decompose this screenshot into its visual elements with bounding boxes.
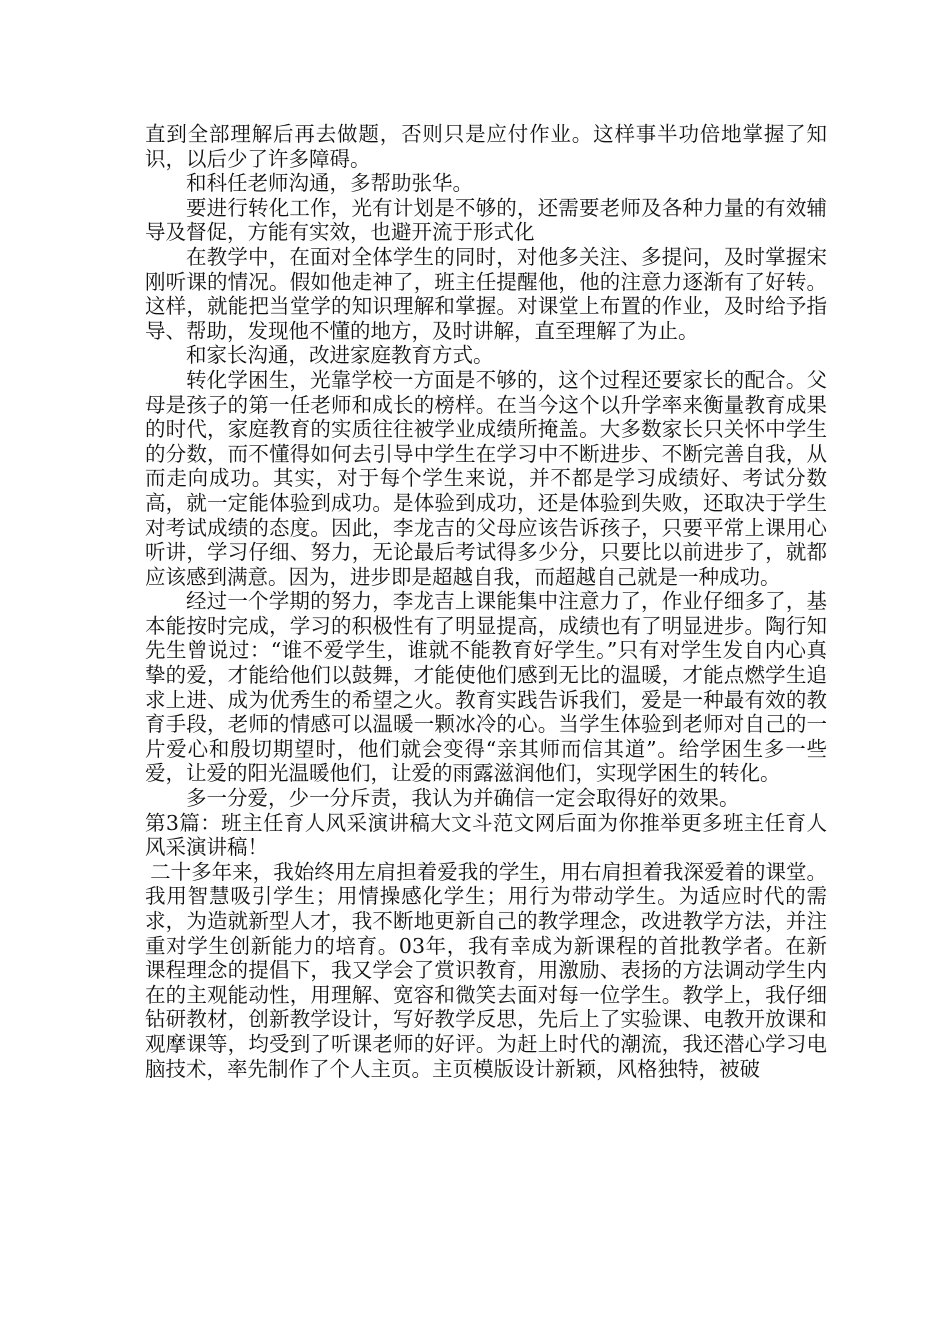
paragraph-8: 多一分爱，少一分斥责，我认为并确信一定会取得好的效果。 (186, 786, 740, 811)
paragraph-5: 和家长沟通，改进家庭教育方式。 (186, 343, 494, 368)
paragraph-4: 在教学中，在面对全体学生的同时，对他多关注、多提问，及时掌握宋刚听课的情况。假如他走神了，班主任提醒他，他的注意力逐渐有了好转。这样，就能把当堂学的知识理解和掌握。对课堂上布置的作业，及时给予指导、帮助，发现他不懂的地方，及时讲解，直至理解了为止。 (145, 244, 827, 343)
paragraph-9: 二十多年来，我始终用左肩担着爱我的学生，用右肩担着我深爱着的课堂。我用智慧吸引学生；用情操感化学生；用行为带动学生。为适应时代的需求，为造就新型人才，我不断地更新自己的教学理念，改进教学方法，并注重对学生创新能力的培育。03年，我有幸成为新课程的首批教学者。在新课程理念的提倡下，我又学会了赏识教育，用激励、表扬的方法调动学生内在的主观能动性，用理解、宽容和微笑去面对每一位学生。教学上，我仔细钻研教材，创新教学设计，写好教学反思，先后上了实验课、电教开放课和观摩课等，均受到了听课老师的好评。为赶上时代的潮流，我还潜心学习电脑技术，率先制作了个人主页。主页模版设计新颖，风格独特，被破 (145, 859, 827, 1081)
paragraph-7: 经过一个学期的努力，李龙吉上课能集中注意力了，作业仔细多了，基本能按时完成，学习的积极性有了明显提高，成绩也有了明显进步。陶行知先生曾说过：“谁不爱学生，谁就不能教育好学生。”只有对学生发自内心真挚的爱，才能给他们以鼓舞，才能使他们感到无比的温暖，才能点燃学生追求上进、成为优秀生的希望之火。教育实践告诉我们，爱是一种最有效的教育手段，老师的情感可以温暖一颗冰冷的心。当学生体验到老师对自己的一片爱心和殷切期望时，他们就会变得“亲其师而信其道”。给学困生多一些爱，让爱的阳光温暖他们，让爱的雨露滋润他们，实现学困生的转化。 (145, 589, 827, 786)
paragraph-6: 转化学困生，光靠学校一方面是不够的，这个过程还要家长的配合。父母是孩子的第一任老师和成长的榜样。在当今这个以升学率来衡量教育成果的时代，家庭教育的实质往往被学业成绩所掩盖。大多数家长只关怀中学生的分数，而不懂得如何去引导中学生在学习中不断进步、不断完善自我，从而走向成功。其实，对于每个学生来说，并不都是学习成绩好、考试分数高，就一定能体验到成功。是体验到成功，还是体验到失败，还取决于学生对考试成绩的态度。因此，李龙吉的父母应该告诉孩子，只要平常上课用心听讲，学习仔细、努力，无论最后考试得多少分，只要比以前进步了，就都应该感到满意。因为，进步即是超越自我，而超越自己就是一种成功。 (145, 367, 827, 589)
section-heading: 第3篇：班主任育人风采演讲稿大文斗范文网后面为你推举更多班主任育人风采演讲稿！ (145, 810, 827, 860)
paragraph-2: 和科任老师沟通，多帮助张华。 (186, 171, 473, 196)
document-page (145, 122, 827, 1081)
paragraph-3: 要进行转化工作，光有计划是不够的，还需要老师及各种力量的有效辅导及督促，方能有实效，也避开流于形式化 (145, 195, 827, 245)
paragraph-1: 直到全部理解后再去做题，否则只是应付作业。这样事半功倍地掌握了知识，以后少了许多障碍。 (145, 122, 827, 171)
